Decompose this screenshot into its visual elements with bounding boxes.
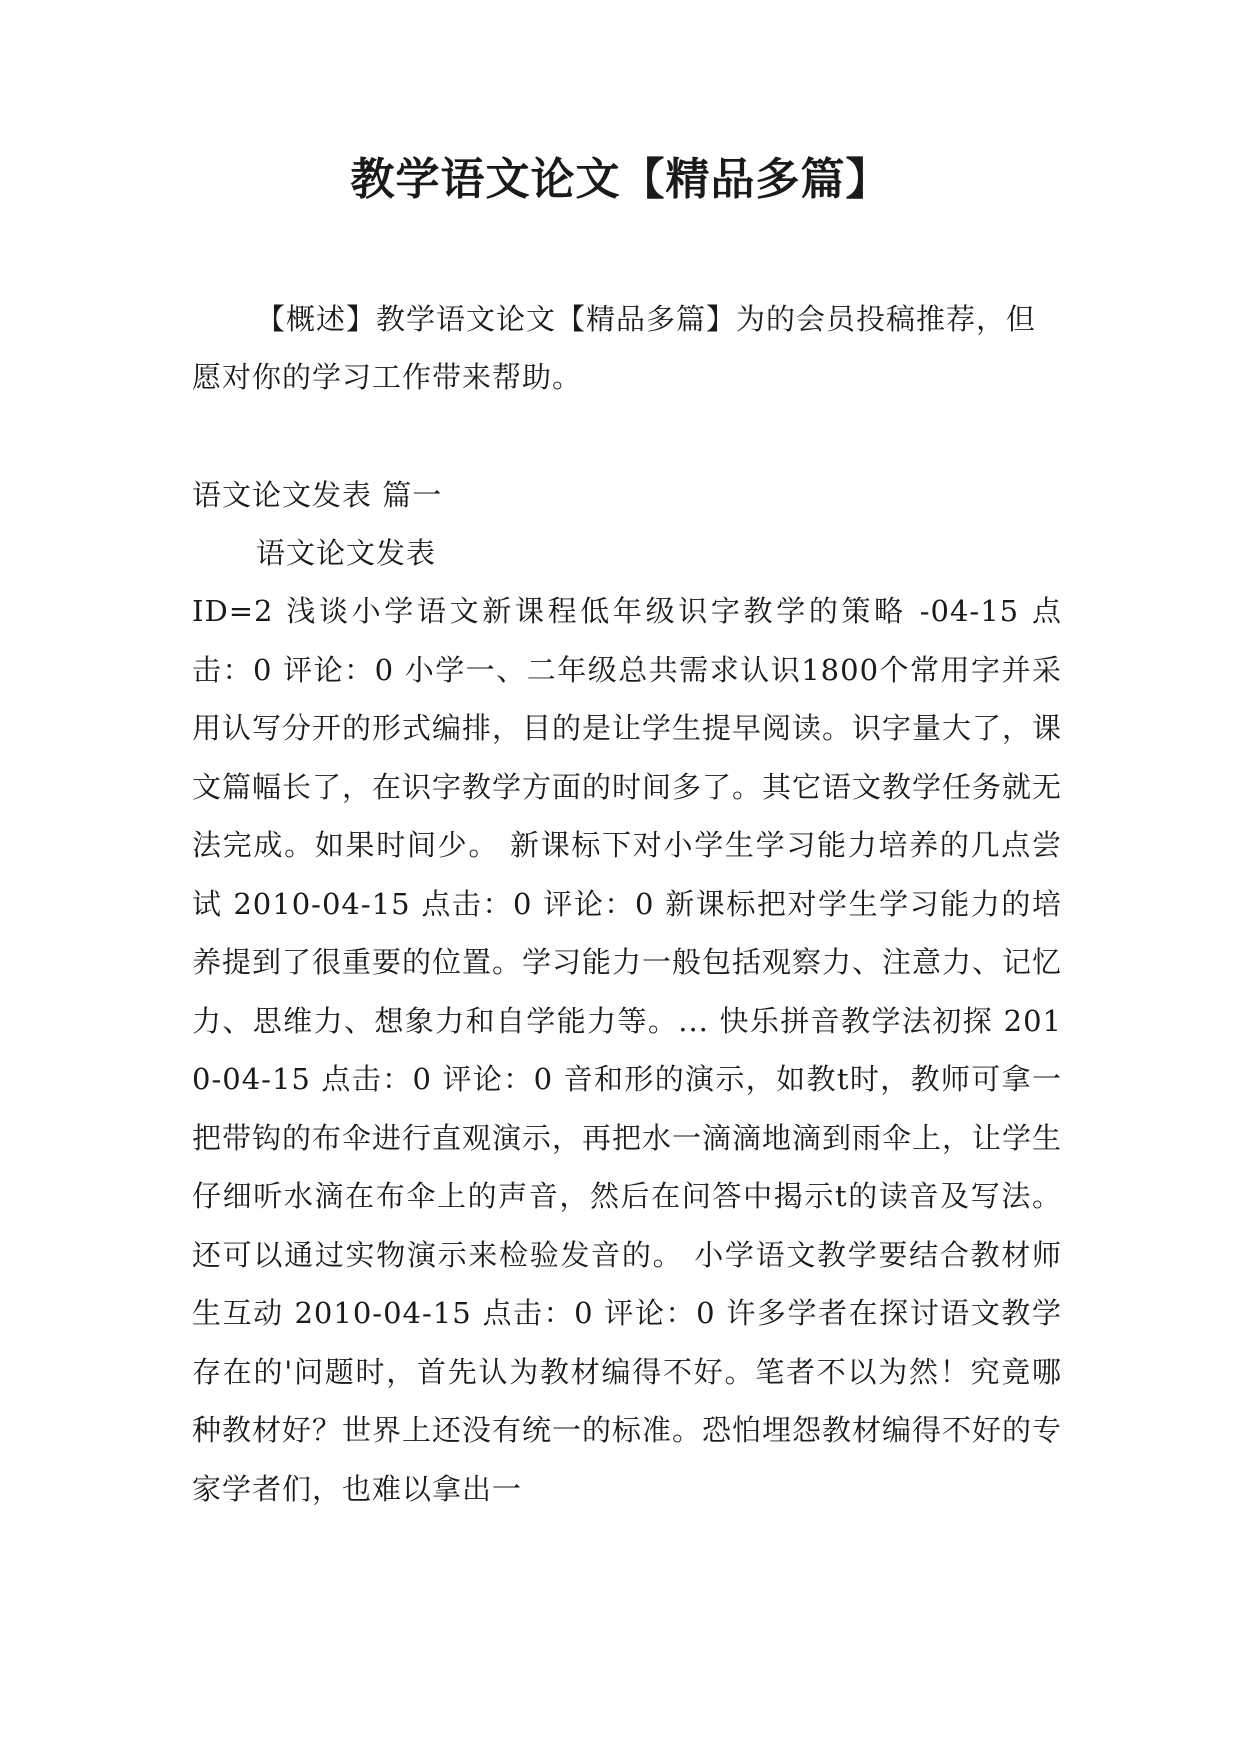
section-heading: 语文论文发表 篇一: [192, 478, 443, 512]
document-summary: 【概述】教学语文论文【精品多篇】为的会员投稿推荐，但愿对你的学习工作带来帮助。: [192, 302, 1037, 394]
document-title: 教学语文论文【精品多篇】: [350, 154, 891, 205]
article-title: 语文论文发表: [256, 536, 437, 570]
article-body: ID=2 浅谈小学语文新课程低年级识字教学的策略 -04-15 点击：0 评论：0 小学一、二年级总共需求认识1800个常用字并采用认写分开的形式编排，目的是让学生提早阅读。识字量大了，课文篇幅长了，在识字教学方面的时间多了。其它语文教学任务就无法完成。如果时间少。 新课标下对小学生学习能力培养的几点尝试 2010-04-15 点击：0 评论：0 新课标把对学生学习能力的培养提到了很重要的位置。学习能力一般包括观察力、注意力、记忆力、思维力、想象力和自学能力等。... 快乐拼音教学法初探 2010-04-15 点击：0 评论：0 音和形的演示，如教t时，教师可拿一把带钩的布伞进行直观演示，再把水一滴滴地滴到雨伞上，让学生仔细听水滴在布伞上的声音，然后在问答中揭示t的读音及写法。还可以通过实物演示来检验发音的。 小学语文教学要结合教材师生互动 2010-04-15 点击：0 评论：0 许多学者在探讨语文教学存在的'问题时，首先认为教材编得不好。笔者不以为然！究竟哪种教材好？世界上还没有统一的标准。恐怕埋怨教材编得不好的专家学者们，也难以拿出一: [192, 594, 1063, 1506]
